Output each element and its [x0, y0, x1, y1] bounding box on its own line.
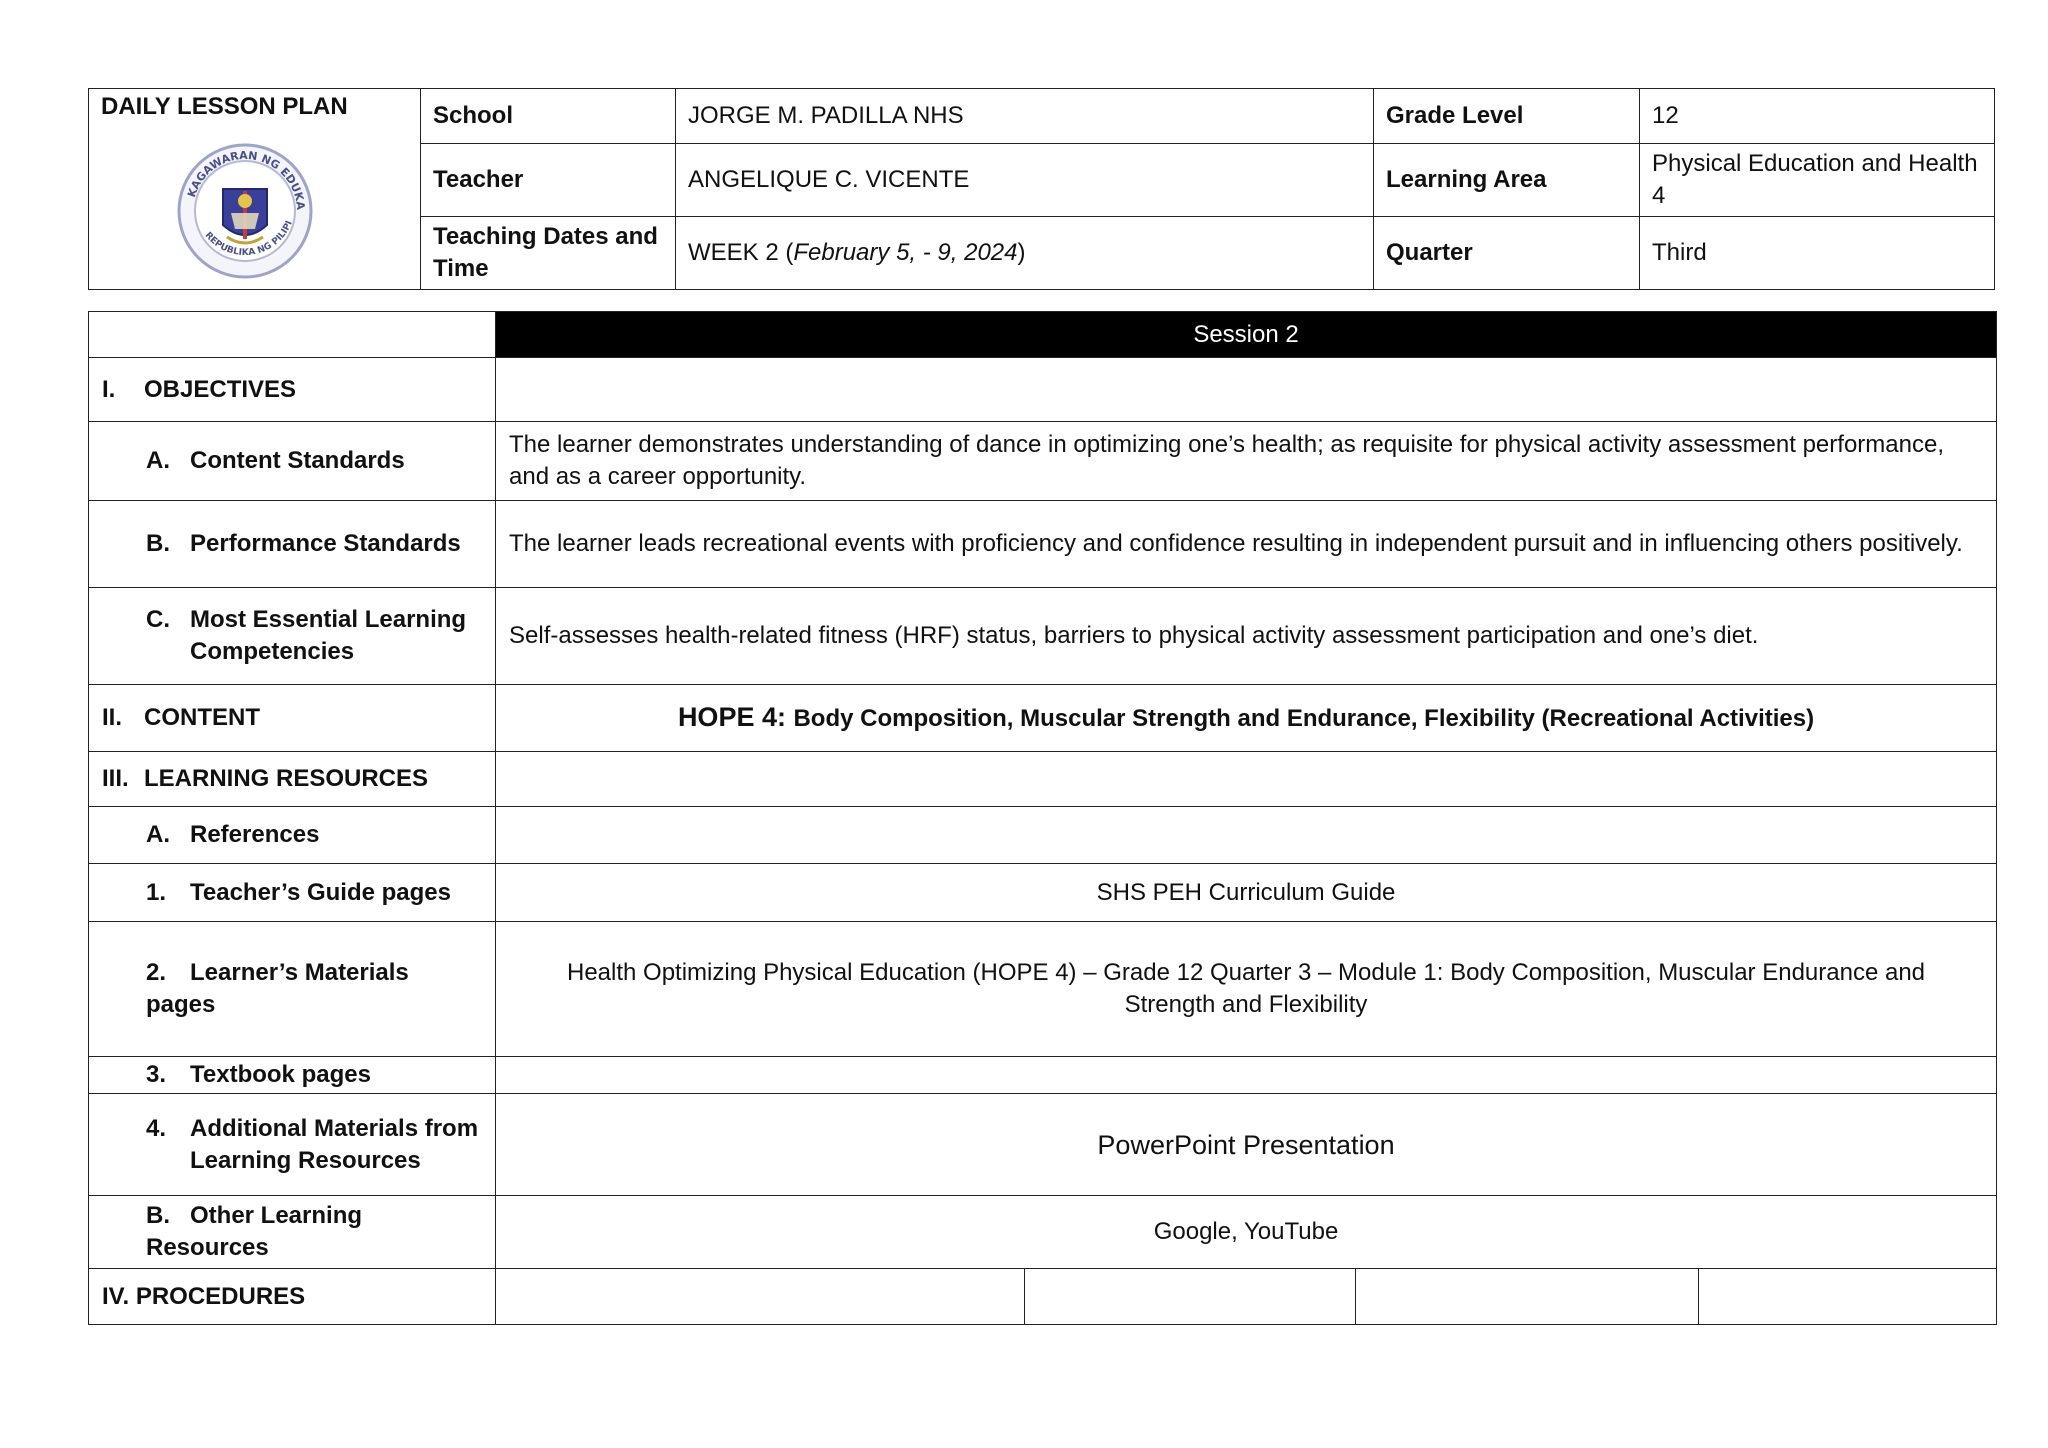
references-value: [496, 807, 1997, 864]
learning-resources-heading: [89, 752, 496, 807]
additional-materials-heading: [89, 1094, 496, 1196]
melc-value: Self-assesses health-related fitness (HRF) status, barriers to physical activity assessment participation and one’s diet.: [496, 588, 1997, 685]
procedures-cell-1: [496, 1269, 1025, 1325]
content-label: CONTENT: [144, 704, 260, 731]
teachers-guide-label: Teacher’s Guide pages: [190, 878, 451, 906]
performance-standards-letter: B.: [146, 530, 170, 557]
additional-materials-value: PowerPoint Presentation: [496, 1094, 1997, 1196]
school-value: JORGE M. PADILLA NHS: [676, 89, 1374, 144]
learners-materials-label: Learner’s Materials pages: [146, 959, 409, 1018]
other-resources-value: Google, YouTube: [496, 1196, 1997, 1269]
melc-heading: [89, 588, 496, 685]
objectives-value: [496, 358, 1997, 422]
references-label: References: [190, 821, 320, 848]
references-letter: A.: [146, 821, 170, 848]
lesson-plan-table: [88, 311, 1997, 1325]
procedures-heading: [89, 1269, 496, 1325]
content-value: [496, 685, 1997, 752]
session-header: Session 2: [496, 312, 1997, 358]
procedures-cell-3: [1356, 1269, 1699, 1325]
procedures-label: PROCEDURES: [135, 1282, 306, 1310]
content-prefix: HOPE 4:: [677, 702, 794, 732]
blank-corner-cell: [89, 312, 496, 358]
additional-materials-num: 4.: [146, 1114, 167, 1142]
objectives-roman: I.: [102, 375, 116, 403]
content-standards-label: Content Standards: [190, 447, 405, 474]
content-heading: [89, 685, 496, 752]
textbook-heading: [89, 1057, 496, 1094]
teacher-value: ANGELIQUE C. VICENTE: [676, 144, 1374, 217]
objectives-heading: [89, 358, 496, 422]
performance-standards-label: Performance Standards: [190, 530, 461, 557]
other-resources-heading: [89, 1196, 496, 1269]
learning-area-label: Learning Area: [1374, 144, 1640, 217]
learning-area-value: Physical Education and Health 4: [1640, 144, 1995, 217]
quarter-value: Third: [1640, 217, 1995, 290]
content-standards-value: The learner demonstrates understanding of dance in optimizing one’s health; as requisite for physical activity assessment performance, and as a career opportunity.: [496, 422, 1997, 501]
learners-materials-num: 2.: [146, 959, 167, 986]
additional-materials-label: Additional Materials from Learning Resources: [190, 1114, 479, 1174]
learners-materials-value: Health Optimizing Physical Education (HOPE 4) – Grade 12 Quarter 3 – Module 1: Body Composition, Muscular Endurance and Strength and Flexibility: [496, 922, 1997, 1057]
teacher-label: Teacher: [421, 144, 676, 217]
teaching-dates-close: ): [1017, 239, 1026, 266]
svg-text:KAGAWARAN NG EDUKASYON: KAGAWARAN NG EDUKA: [185, 148, 308, 211]
teachers-guide-num: 1.: [146, 878, 167, 906]
learners-materials-heading: [89, 922, 496, 1057]
textbook-num: 3.: [146, 1061, 167, 1088]
learning-resources-roman: III.: [102, 765, 129, 792]
header-table: [88, 88, 1995, 290]
content-roman: II.: [102, 704, 123, 731]
teaching-dates-week: WEEK 2 (: [688, 239, 794, 266]
svg-text:REPUBLIKA NG PILIPINAS: REPUBLIKA NG PILIPI: [202, 219, 295, 259]
performance-standards-heading: [89, 501, 496, 588]
quarter-label: Quarter: [1374, 217, 1640, 290]
other-resources-letter: B.: [146, 1202, 170, 1229]
content-standards-letter: A.: [146, 447, 170, 474]
dlp-title: DAILY LESSON PLAN: [101, 93, 348, 120]
teachers-guide-heading: [89, 864, 496, 922]
textbook-label: Textbook pages: [190, 1061, 371, 1088]
objectives-label: OBJECTIVES: [144, 375, 297, 403]
deped-seal-icon: [175, 141, 315, 281]
other-resources-label: Other Learning Resources: [146, 1202, 363, 1261]
teaching-dates-range: February 5, - 9, 2024: [793, 239, 1018, 266]
procedures-roman: IV.: [102, 1282, 130, 1310]
teaching-dates-value: [676, 217, 1374, 290]
grade-level-label: Grade Level: [1374, 89, 1640, 144]
learning-resources-label: LEARNING RESOURCES: [144, 765, 429, 792]
school-label: School: [421, 89, 676, 144]
melc-label: Most Essential Learning Competencies: [190, 606, 467, 665]
references-heading: [89, 807, 496, 864]
procedures-cell-2: [1025, 1269, 1356, 1325]
content-standards-heading: [89, 422, 496, 501]
melc-letter: C.: [146, 606, 170, 633]
textbook-value: [496, 1057, 1997, 1094]
grade-level-value: 12: [1640, 89, 1995, 144]
dlp-title-cell: [89, 89, 421, 290]
performance-standards-value: The learner leads recreational events with proficiency and confidence resulting in independent pursuit and in influencing others positively.: [496, 501, 1997, 588]
learning-resources-value: [496, 752, 1997, 807]
teaching-dates-label: Teaching Dates and Time: [421, 217, 676, 290]
content-text: Body Composition, Muscular Strength and Endurance, Flexibility (Recreational Activities): [793, 705, 1815, 732]
teachers-guide-value: SHS PEH Curriculum Guide: [496, 864, 1997, 922]
procedures-cell-4: [1699, 1269, 1997, 1325]
